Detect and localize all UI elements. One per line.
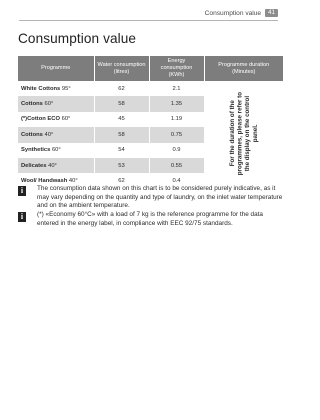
energy-cell: 1.19 — [149, 112, 204, 127]
water-cell: 54 — [94, 143, 149, 158]
running-header-title: Consumption value — [204, 9, 262, 17]
info-note-text: The consumption data shown on this chart is to be considered purely indicative, as it may vary depending on the quantity and type of laundry, on the inlet water temperature and on the ambient temperature. — [37, 185, 283, 209]
table-header-row — [18, 56, 283, 81]
water-cell: 62 — [94, 173, 149, 188]
programme-name: Delicates — [21, 162, 47, 169]
programme-cell — [18, 112, 94, 127]
programme-temperature: 60° — [44, 101, 54, 108]
programme-temperature: 60° — [51, 147, 61, 154]
energy-cell: 0.9 — [149, 143, 204, 158]
programme-temperature: 95° — [61, 85, 71, 92]
programme-name: (*)Cotton ECO — [21, 116, 60, 123]
programme-cell — [18, 158, 94, 173]
info-icon: i — [18, 212, 26, 222]
programme-cell — [18, 96, 94, 111]
water-cell: 58 — [94, 96, 149, 111]
programme-cell — [18, 81, 94, 96]
water-cell: 53 — [94, 158, 149, 173]
energy-cell: 0.4 — [149, 173, 204, 188]
programme-temperature: 40° — [44, 131, 54, 138]
column-header-programme: Programme — [18, 56, 94, 81]
programme-cell — [18, 143, 94, 158]
header-rule — [19, 20, 278, 21]
info-note-consumption — [18, 185, 284, 211]
page-number: 41 — [265, 9, 278, 17]
duration-note: For the duration of the programmes, please refer to the display on the control panel. — [228, 92, 259, 176]
energy-cell: 1.35 — [149, 96, 204, 111]
info-icon: i — [18, 186, 26, 196]
programme-temperature: 40° — [68, 178, 78, 185]
water-cell: 45 — [94, 112, 149, 127]
programme-name: White Cottons — [21, 85, 61, 92]
energy-cell: 2.1 — [149, 81, 204, 96]
water-cell: 58 — [94, 127, 149, 142]
page-title: Consumption value — [18, 31, 137, 46]
consumption-table — [18, 56, 283, 189]
running-header — [205, 9, 278, 17]
duration-note-cell — [204, 81, 283, 189]
programme-cell — [18, 127, 94, 142]
programme-temperature: 40° — [48, 162, 57, 169]
programme-name: Synthetics — [21, 147, 51, 154]
water-cell: 62 — [94, 81, 149, 96]
column-header-duration: Programme duration (Minutes) — [204, 56, 283, 81]
programme-name: Cottons — [21, 131, 43, 138]
info-note-reference-programme — [18, 211, 284, 228]
table-row — [18, 81, 283, 96]
info-note-text: (*) «Economy 60°C» with a load of 7 kg is the reference programme for the data entered in the energy label, in compliance with EEC 92/75 standards. — [37, 211, 263, 227]
energy-cell: 0.75 — [149, 127, 204, 142]
programme-name: Wool/ Handwash — [21, 178, 68, 185]
programme-temperature: 60° — [61, 116, 71, 123]
energy-cell: 0.55 — [149, 158, 204, 173]
column-header-water: Water consumption (litres) — [94, 56, 149, 81]
column-header-energy: Energy consumption (KWh) — [149, 56, 204, 81]
programme-name: Cottons — [21, 101, 43, 108]
